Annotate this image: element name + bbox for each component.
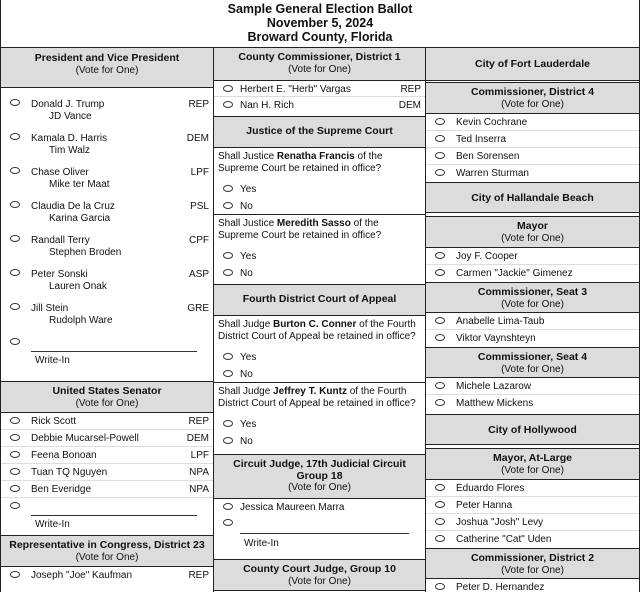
party-label: DEM [186, 433, 209, 444]
retention-question [214, 148, 425, 181]
vote-oval[interactable] [10, 417, 20, 424]
contest-subtitle: (Vote for One) [501, 298, 564, 310]
circuit-judge-header [214, 454, 425, 499]
ballot-header [1, 0, 639, 48]
candidate-name: Anabelle Lima-Taub [456, 316, 545, 327]
candidate-option[interactable] [426, 313, 639, 330]
justice-name: Meredith Sasso [276, 218, 351, 229]
running-mate-name: Tim Walz [49, 145, 90, 156]
vote-oval[interactable] [223, 202, 233, 209]
party-label: REP [400, 84, 421, 95]
vote-oval[interactable] [435, 535, 445, 542]
candidate-name: Ben Everidge [31, 484, 92, 495]
appeal-court-header [214, 284, 425, 316]
party-label: REP [188, 570, 209, 581]
candidate-option[interactable] [426, 131, 639, 148]
running-mate-name: JD Vance [49, 111, 92, 122]
hallandale-seat3-header [426, 282, 639, 313]
contest-title: County Court Judge, Group 10 [243, 563, 396, 575]
candidate-name: Ben Sorensen [456, 151, 520, 162]
candidate-option[interactable] [426, 480, 639, 497]
senator-candidates [1, 413, 213, 535]
vote-oval[interactable] [223, 420, 233, 427]
candidate-option[interactable] [1, 430, 213, 447]
vote-oval[interactable] [435, 382, 445, 389]
candidate-option[interactable] [426, 579, 639, 592]
write-in-label: Write-In [244, 538, 279, 549]
candidate-option[interactable] [426, 148, 639, 165]
candidate-name: Kamala D. Harris [31, 133, 108, 144]
vote-oval[interactable] [223, 185, 233, 192]
congress-header [1, 535, 213, 567]
senator-header [1, 381, 213, 413]
candidate-name: Michele Lazarow [456, 381, 532, 392]
judge-name: Jeffrey T. Kuntz [273, 386, 347, 397]
vote-oval[interactable] [223, 519, 233, 526]
vote-oval[interactable] [10, 338, 20, 345]
yes-label: Yes [240, 352, 257, 363]
vote-oval[interactable] [10, 235, 20, 242]
hallandale-mayor-header [426, 216, 639, 248]
candidate-option[interactable] [1, 464, 213, 481]
write-in-line[interactable] [31, 351, 197, 352]
candidate-option[interactable] [426, 378, 639, 395]
city-header-hollywood: City of Hollywood [426, 414, 639, 445]
vote-oval[interactable] [435, 334, 445, 341]
question-text: of the Supreme Court be retained in office? [218, 151, 383, 174]
ballot-title: Sample General Election Ballot [227, 2, 413, 16]
candidate-name: Jill Stein [31, 303, 69, 314]
party-label: LPF [190, 450, 209, 461]
candidate-option[interactable] [426, 514, 639, 531]
party-label: LPF [190, 167, 209, 178]
candidate-option[interactable] [214, 81, 425, 97]
yes-option[interactable] [214, 181, 425, 198]
candidate-option[interactable] [1, 266, 213, 300]
contest-title: County Commissioner, District 1 [238, 51, 401, 63]
candidate-name: Kevin Cochrane [456, 117, 528, 128]
president-header [1, 48, 213, 88]
supreme-court-header [214, 116, 425, 148]
candidate-name: Chase Oliver [31, 167, 89, 178]
hallandale-seat4-header [426, 347, 639, 378]
ballot-date: November 5, 2024 [266, 16, 374, 30]
contest-title: Representative in Congress, District 23 [9, 539, 205, 551]
candidate-option[interactable] [1, 130, 213, 164]
vote-oval[interactable] [223, 252, 233, 259]
candidate-name: Ted Inserra [456, 134, 507, 145]
running-mate-name: Rudolph Ware [49, 315, 113, 326]
party-label: DEM [186, 133, 209, 144]
vote-oval[interactable] [435, 399, 445, 406]
no-option[interactable] [214, 198, 425, 215]
candidate-option[interactable] [1, 447, 213, 464]
candidate-name: Rick Scott [31, 416, 77, 427]
contest-title: Fourth District Court of Appeal [242, 293, 397, 305]
contest-subtitle: (Vote for One) [288, 575, 351, 587]
contest-title: Commissioner, District 4 [470, 86, 595, 98]
candidate-name: Tuan TQ Nguyen [31, 467, 108, 478]
column-1 [1, 48, 214, 592]
contest-title: Circuit Judge, 17th Judicial Circuit Group 18 [233, 458, 406, 482]
write-in-line[interactable] [240, 533, 409, 534]
candidate-name: Viktor Vaynshteyn [456, 333, 536, 344]
vote-oval[interactable] [10, 201, 20, 208]
candidate-name: Claudia De la Cruz [31, 201, 115, 212]
candidate-name: Randall Terry [31, 235, 90, 246]
candidate-option[interactable] [1, 413, 213, 430]
write-in-option[interactable] [1, 334, 213, 376]
party-label: PSL [190, 201, 209, 212]
ballot-county: Broward County, Florida [247, 30, 393, 44]
vote-oval[interactable] [10, 434, 20, 441]
vote-oval[interactable] [435, 152, 445, 159]
contest-subtitle: (Vote for One) [501, 232, 564, 244]
party-label: GRE [187, 303, 209, 314]
contest-subtitle: (Vote for One) [75, 397, 139, 409]
vote-oval[interactable] [223, 85, 233, 92]
candidate-name: Peter Sonski [31, 269, 88, 280]
hollywood-mayor-header [426, 448, 639, 480]
party-label: CPF [189, 235, 209, 246]
candidate-option[interactable] [426, 248, 639, 265]
candidate-option[interactable] [1, 198, 213, 232]
contest-title: Commissioner, Seat 4 [477, 351, 588, 363]
candidate-option[interactable] [426, 531, 639, 548]
vote-oval[interactable] [10, 571, 20, 578]
candidate-name: Joy F. Cooper [456, 251, 518, 262]
contest-title: Commissioner, District 2 [470, 552, 595, 564]
contest-subtitle: (Vote for One) [75, 551, 139, 563]
candidate-option[interactable] [214, 97, 425, 113]
vote-oval[interactable] [223, 353, 233, 360]
candidate-name: Carmen "Jackie" Gimenez [456, 268, 573, 279]
candidate-option[interactable] [426, 395, 639, 412]
question-text: Shall Judge [218, 319, 274, 330]
candidate-name: Nan H. Rich [240, 100, 294, 111]
candidate-name: Peter D. Hernandez [456, 582, 545, 592]
contest-title: President and Vice President [34, 52, 180, 64]
contest-title: Mayor, At-Large [493, 452, 572, 464]
question-text: Shall Judge [218, 386, 274, 397]
running-mate-name: Karina Garcia [49, 213, 111, 224]
candidate-option[interactable] [1, 232, 213, 266]
ftl-commissioner-header [426, 82, 639, 114]
county-court-header [214, 559, 425, 591]
candidate-option[interactable] [426, 330, 639, 347]
question-text: of the Fourth District Court of Appeal be retained in office? [218, 319, 416, 342]
yes-label: Yes [240, 184, 257, 195]
party-label: ASP [188, 269, 209, 280]
candidate-option[interactable] [426, 265, 639, 282]
candidate-name: Feena Bonoan [31, 450, 97, 461]
vote-oval[interactable] [10, 451, 20, 458]
candidate-name: Eduardo Flores [456, 483, 525, 494]
contest-title: Mayor [517, 220, 548, 232]
contest-title: United States Senator [52, 385, 162, 397]
contest-subtitle: (Vote for One) [501, 564, 564, 576]
contest-subtitle: (Vote for One) [288, 482, 351, 493]
vote-oval[interactable] [435, 484, 445, 491]
vote-oval[interactable] [223, 437, 233, 444]
vote-oval[interactable] [435, 317, 445, 324]
no-label: No [240, 268, 253, 279]
yes-label: Yes [240, 419, 257, 430]
party-label: NPA [189, 467, 209, 478]
candidate-name: Joseph "Joe" Kaufman [31, 570, 133, 581]
justice-name: Renatha Francis [276, 151, 355, 162]
party-label: DEM [398, 100, 421, 111]
vote-oval[interactable] [10, 303, 20, 310]
city-header-hallandale: City of Hallandale Beach [426, 182, 639, 213]
candidate-option[interactable] [426, 165, 639, 182]
vote-oval[interactable] [223, 503, 233, 510]
no-option[interactable] [214, 433, 425, 450]
vote-oval[interactable] [435, 501, 445, 508]
retention-question [214, 316, 425, 349]
no-label: No [240, 436, 253, 447]
vote-oval[interactable] [10, 468, 20, 475]
vote-oval[interactable] [435, 118, 445, 125]
vote-oval[interactable] [10, 99, 20, 106]
question-text: Shall Justice [218, 218, 277, 229]
candidate-option[interactable] [1, 567, 213, 584]
question-text: of the Supreme Court be retained in office? [218, 218, 382, 241]
running-mate-name: Stephen Broden [49, 247, 122, 258]
vote-oval[interactable] [223, 101, 233, 108]
no-label: No [240, 369, 253, 380]
vote-oval[interactable] [435, 583, 445, 590]
vote-oval[interactable] [10, 167, 20, 174]
candidate-option[interactable] [426, 114, 639, 131]
city-header-fort-lauderdale: City of Fort Lauderdale [426, 48, 639, 81]
vote-oval[interactable] [10, 269, 20, 276]
vote-oval[interactable] [435, 518, 445, 525]
commissioner-header [214, 48, 425, 81]
write-in-option[interactable] [1, 498, 213, 535]
candidate-option[interactable] [214, 499, 425, 517]
write-in-label: Write-In [35, 355, 70, 366]
write-in-option[interactable] [214, 517, 425, 555]
contest-subtitle: (Vote for One) [501, 464, 564, 476]
no-label: No [240, 201, 253, 212]
yes-option[interactable] [214, 349, 425, 366]
candidate-name: Warren Sturman [456, 168, 529, 179]
candidate-name: Herbert E. "Herb" Vargas [240, 84, 351, 95]
yes-option[interactable] [214, 416, 425, 433]
question-text: Shall Justice [218, 151, 277, 162]
candidate-option[interactable] [1, 481, 213, 498]
column-3 [426, 48, 639, 592]
write-in-label: Write-In [35, 519, 70, 530]
vote-oval[interactable] [10, 133, 20, 140]
no-option[interactable] [214, 366, 425, 383]
candidate-name: Jessica Maureen Marra [240, 502, 345, 513]
contest-title: Commissioner, Seat 3 [477, 286, 588, 298]
question-text: of the Fourth District Court of Appeal be retained in office? [218, 386, 416, 409]
retention-question [214, 383, 425, 416]
contest-subtitle: (Vote for One) [288, 63, 351, 75]
vote-oval[interactable] [435, 135, 445, 142]
no-option[interactable] [214, 265, 425, 282]
judge-name: Burton C. Conner [273, 319, 357, 330]
contest-subtitle: (Vote for One) [501, 363, 564, 375]
candidate-name: Joshua "Josh" Levy [456, 517, 544, 528]
candidate-option[interactable] [1, 96, 213, 130]
hollywood-d2-header [426, 548, 639, 579]
running-mate-name: Mike ter Maat [49, 179, 110, 190]
vote-oval[interactable] [10, 502, 20, 509]
candidate-name: Matthew Mickens [456, 398, 534, 409]
candidate-name: Donald J. Trump [31, 99, 105, 110]
contest-subtitle: (Vote for One) [501, 98, 564, 110]
vote-oval[interactable] [435, 269, 445, 276]
vote-oval[interactable] [223, 370, 233, 377]
write-in-line[interactable] [31, 515, 197, 516]
retention-question [214, 215, 425, 248]
candidate-option[interactable] [426, 497, 639, 514]
running-mate-name: Lauren Onak [49, 281, 107, 292]
candidate-name: Debbie Mucarsel-Powell [31, 433, 139, 444]
party-label: REP [188, 99, 209, 110]
column-2 [214, 48, 426, 592]
contest-subtitle: (Vote for One) [75, 64, 139, 76]
vote-oval[interactable] [435, 252, 445, 259]
party-label: NPA [189, 484, 209, 495]
contest-title: Justice of the Supreme Court [246, 125, 393, 137]
candidate-option[interactable] [1, 300, 213, 334]
candidate-name: Peter Hanna [456, 500, 513, 511]
yes-option[interactable] [214, 248, 425, 265]
party-label: REP [188, 416, 209, 427]
vote-oval[interactable] [435, 169, 445, 176]
candidate-name: Catherine "Cat" Uden [456, 534, 552, 545]
candidate-option[interactable] [1, 164, 213, 198]
vote-oval[interactable] [10, 485, 20, 492]
yes-label: Yes [240, 251, 257, 262]
president-candidates [1, 96, 213, 376]
vote-oval[interactable] [223, 269, 233, 276]
